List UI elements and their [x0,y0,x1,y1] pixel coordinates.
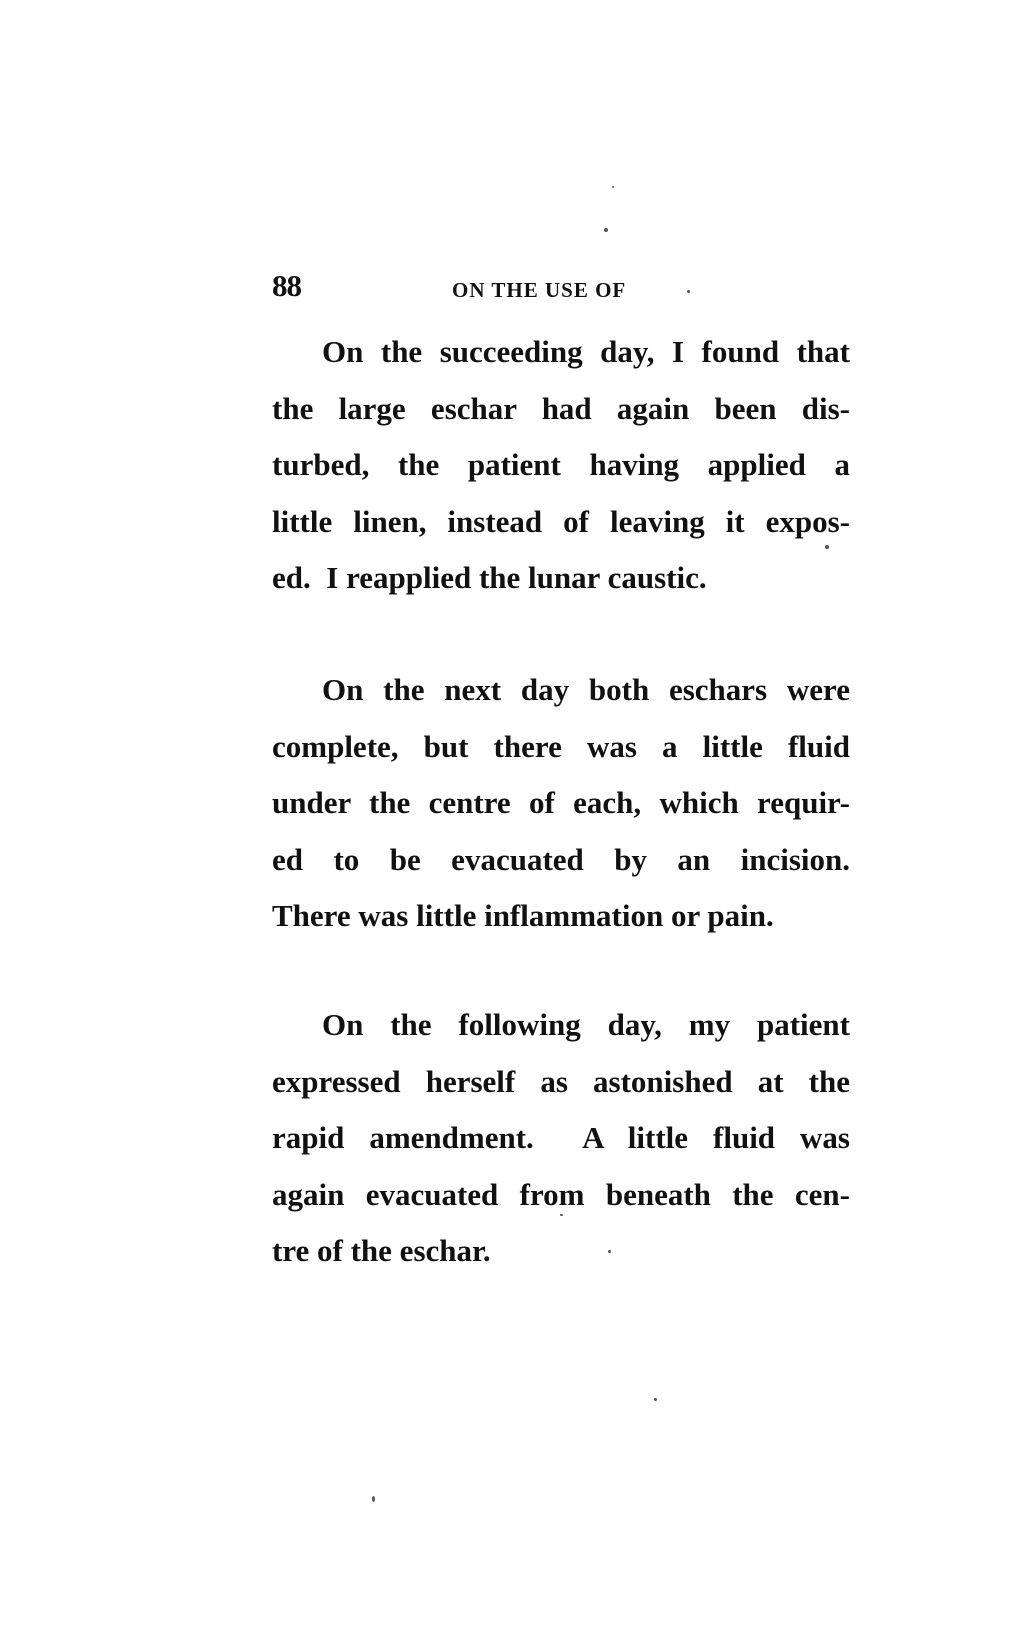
text-line: complete, but there was a little fluid [272,728,850,764]
paragraph-following-day [272,997,850,1280]
running-title: ON THE USE OF [452,278,627,302]
scan-speck [372,1496,375,1502]
scan-speck [608,1250,611,1253]
text-line: under the centre of each, which requir- [272,785,850,820]
text-line: On the next day both eschars were [322,672,850,707]
scan-speck [612,186,614,188]
text-line: turbed, the patient having applied a [272,447,850,482]
text-line: rapid amendment. A little fluid was [272,1120,850,1155]
text-line: again evacuated from beneath the cen- [272,1176,850,1212]
text-line: There was little inflammation or pain. [272,898,774,933]
text-line: the large eschar had again been dis- [272,390,850,426]
text-line: ed to be evacuated by an incision. [272,841,850,877]
text-line: On the following day, my patient [322,1007,850,1042]
scan-speck [560,1214,563,1216]
text-line: expressed herself as astonished at the [272,1063,850,1099]
scan-speck [654,1398,657,1401]
scan-speck [825,545,829,549]
text-line: little linen, instead of leaving it expos- [272,503,850,539]
text-line: ed. I reapplied the lunar caustic. [272,560,707,595]
text-line: tre of the eschar. [272,1233,491,1268]
scan-speck [604,228,608,232]
page-number: 88 [272,268,301,303]
scan-speck [687,290,690,293]
paragraph-next-day [272,662,850,945]
paragraph-succeeding-day [272,324,850,607]
text-line: On the succeeding day, I found that [322,334,850,369]
running-head [272,268,692,308]
